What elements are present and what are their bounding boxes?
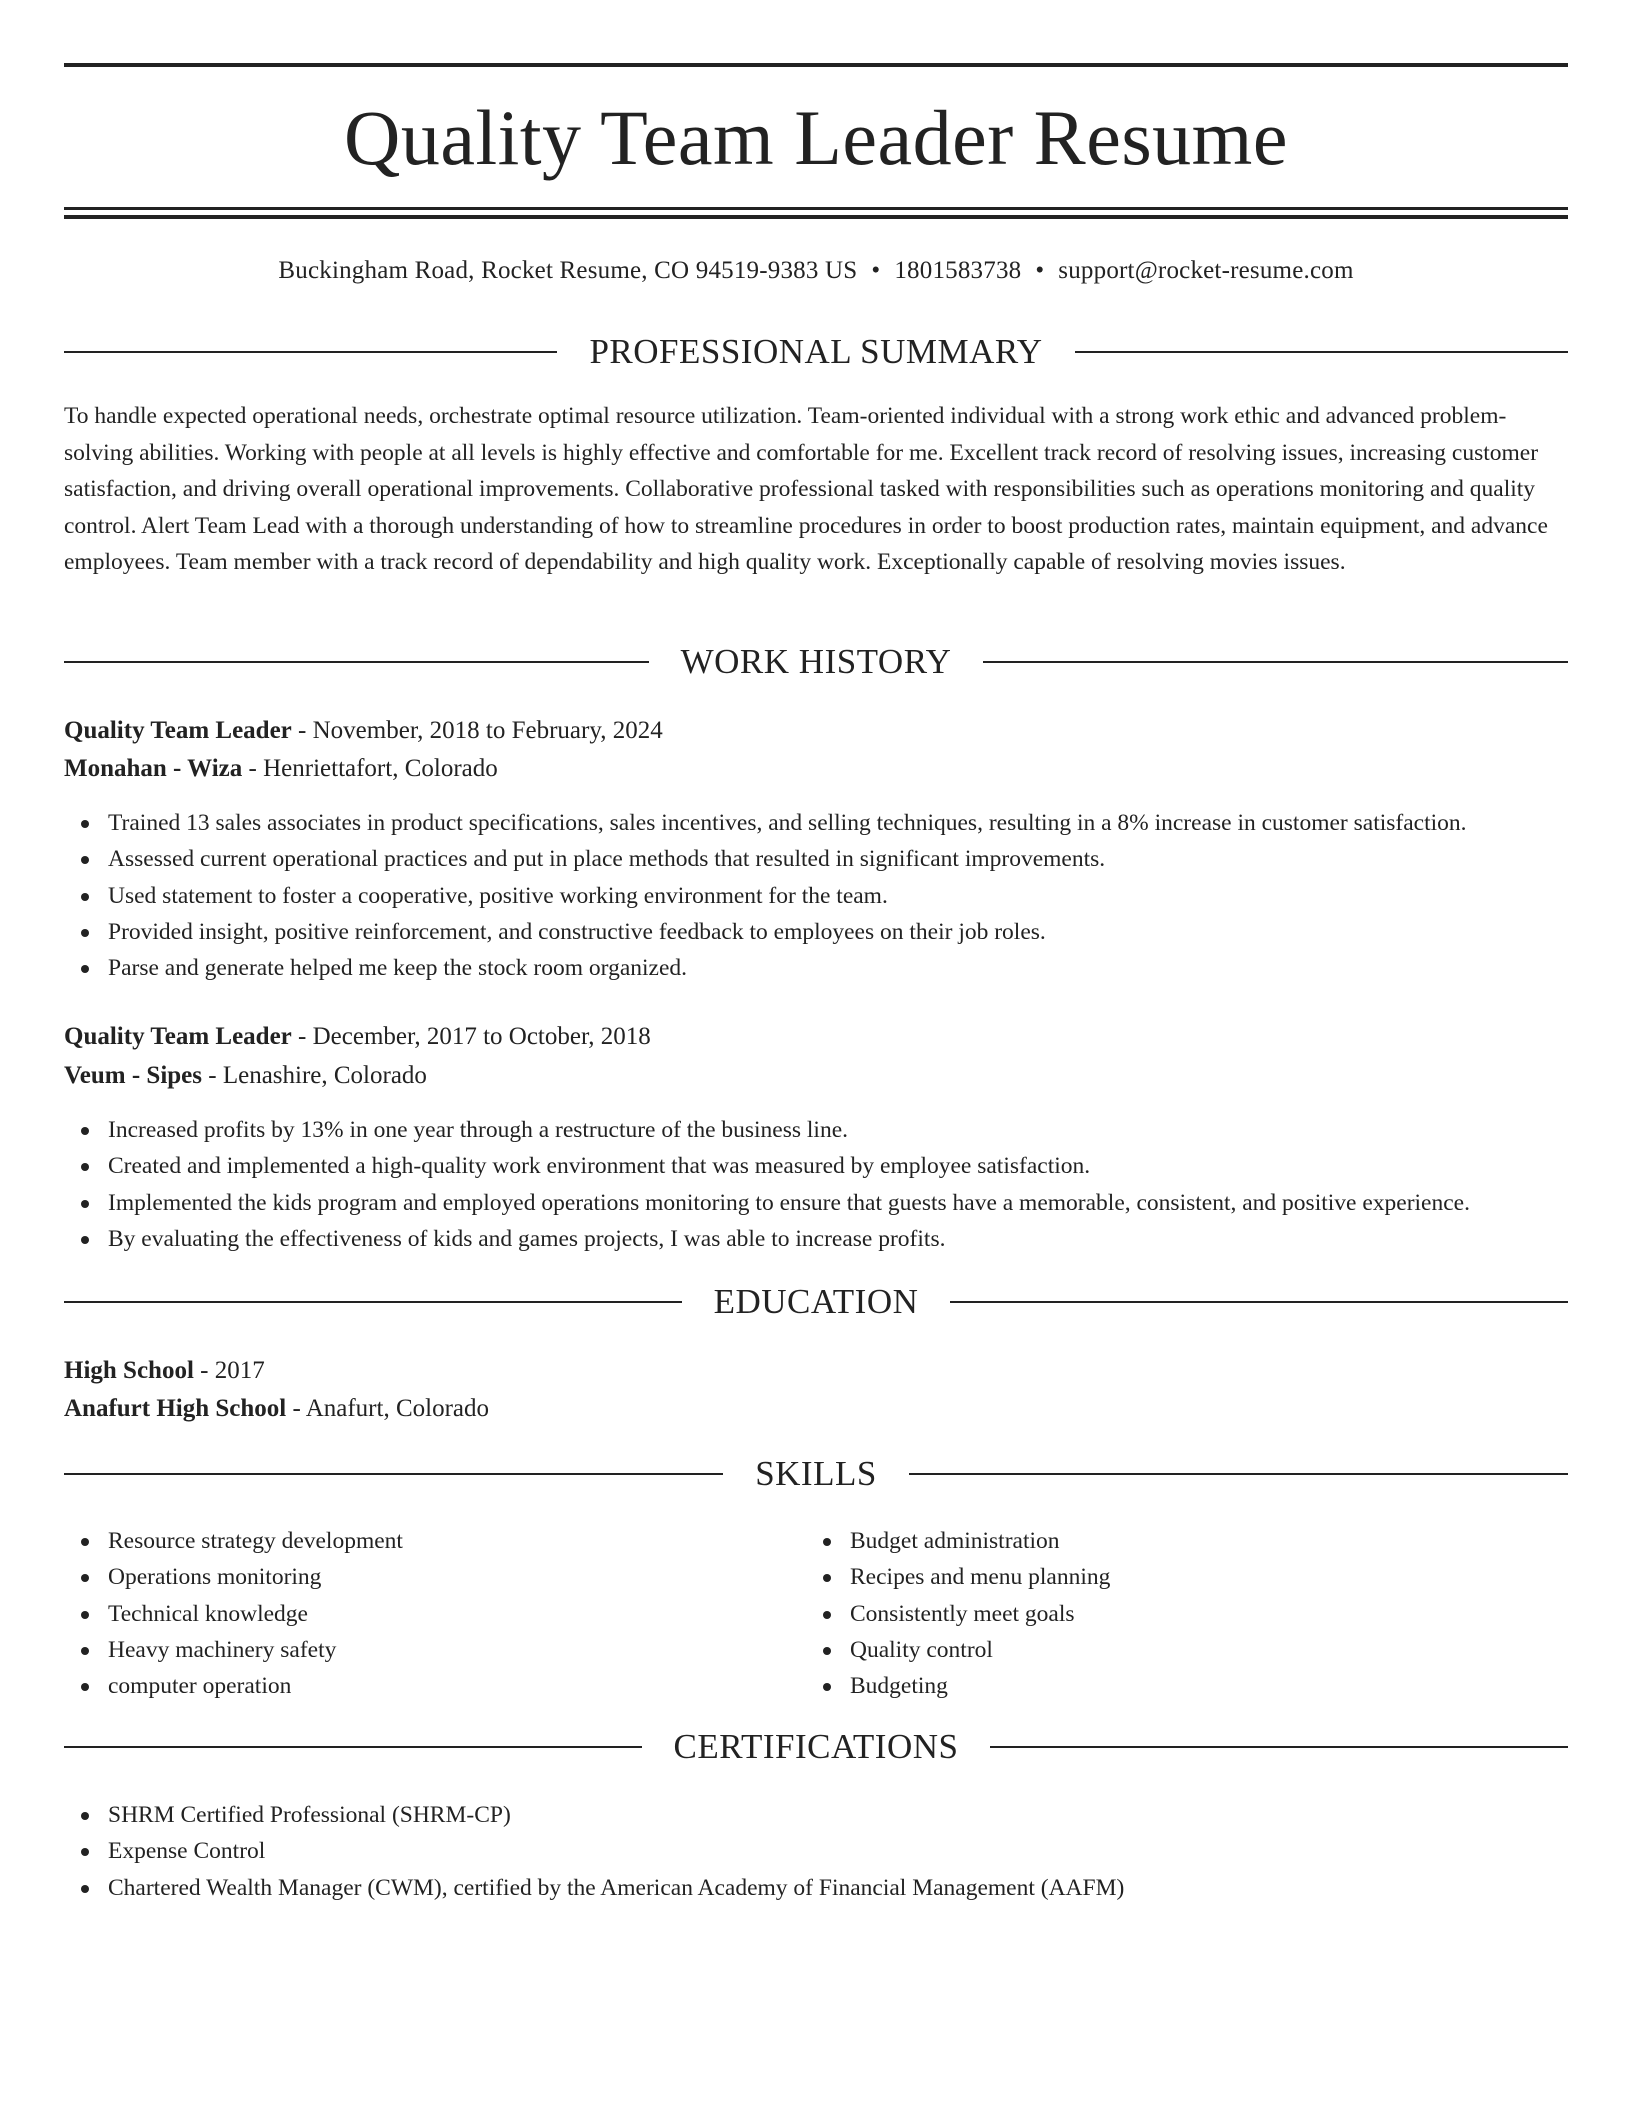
job-2-bullets (64, 1112, 1568, 1257)
job-1-company-line (64, 750, 1568, 788)
job-1-title-line (64, 712, 1568, 750)
skill-item: Resource strategy development (64, 1523, 1568, 1559)
certifications-list (64, 1797, 1568, 1906)
job-2-company-line (64, 1057, 1568, 1095)
section-title: SKILLS (755, 1454, 877, 1493)
divider-line (990, 1746, 1568, 1748)
job-company: Monahan - Wiza (64, 755, 243, 782)
section-summary-heading (64, 332, 1568, 372)
contact-address: Buckingham Road, Rocket Resume, CO 94519-9383 US (278, 257, 858, 284)
skill-item: Quality control (806, 1632, 1632, 1668)
skill-item: Budgeting (806, 1668, 1632, 1704)
list-item: Provided insight, positive reinforcement, and constructive feedback to employees on their job roles. (64, 914, 1568, 950)
section-certifications-heading (64, 1727, 1568, 1767)
job-role: Quality Team Leader (64, 717, 292, 744)
list-item: Used statement to foster a cooperative, positive working environment for the team. (64, 878, 1568, 914)
section-title: WORK HISTORY (680, 642, 952, 681)
education-degree-line (64, 1352, 1568, 1390)
job-dates: - November, 2018 to February, 2024 (291, 717, 663, 744)
section-title: PROFESSIONAL SUMMARY (589, 332, 1043, 371)
certification-item: SHRM Certified Professional (SHRM-CP) (64, 1797, 1568, 1833)
job-1-bullets (64, 805, 1568, 986)
job-dates: - December, 2017 to October, 2018 (291, 1023, 651, 1050)
list-item: Increased profits by 13% in one year through a restructure of the business line. (64, 1112, 1568, 1148)
contact-line (64, 254, 1568, 288)
divider-line (64, 351, 557, 353)
skill-item: Consistently meet goals (806, 1596, 1632, 1632)
education-degree: High School (64, 1357, 194, 1384)
divider-line (64, 1746, 642, 1748)
list-item: Implemented the kids program and employed operations monitoring to ensure that guests have a memorable, consistent, and positive experience. (64, 1185, 1568, 1221)
divider-line (64, 661, 649, 663)
top-rule (64, 63, 1568, 67)
education-school: Anafurt High School (64, 1395, 287, 1422)
contact-separator: • (871, 257, 881, 284)
skill-item: Budget administration (806, 1523, 1632, 1559)
contact-phone: 1801583738 (894, 257, 1022, 284)
divider-line (64, 1473, 723, 1475)
list-item: Parse and generate helped me keep the stock room organized. (64, 950, 1568, 986)
job-location: - Henriettafort, Colorado (242, 755, 498, 782)
divider-line (909, 1473, 1568, 1475)
section-work-heading (64, 642, 1568, 682)
education-location: - Anafurt, Colorado (286, 1395, 489, 1422)
job-location: - Lenashire, Colorado (202, 1062, 427, 1089)
list-item: By evaluating the effectiveness of kids and games projects, I was able to increase profits. (64, 1221, 1568, 1257)
section-education-heading (64, 1282, 1568, 1322)
certification-item: Chartered Wealth Manager (CWM), certified by the American Academy of Financial Management (AAFM) (64, 1870, 1568, 1906)
divider-line (1075, 351, 1568, 353)
list-item: Assessed current operational practices and put in place methods that resulted in significant improvements. (64, 841, 1568, 877)
job-role: Quality Team Leader (64, 1023, 292, 1050)
skill-item: computer operation (64, 1668, 1568, 1704)
title-rule-upper (64, 207, 1568, 210)
skill-item: Heavy machinery safety (64, 1632, 1568, 1668)
summary-text: To handle expected operational needs, orchestrate optimal resource utilization. Team-oriented individual with a strong work ethic and advanced problem-solving abilities. Working with people at all levels is highly effective and comfortable for me. Excellent track record of resolving issues, increasing customer satisfaction, and driving overall operational improvements. Collaborative professional tasked with responsibilities such as operations monitoring and quality control. Alert Team Lead with a thorough understanding of how to streamline procedures in order to boost production rates, maintain equipment, and advance employees. Team member with a track record of dependability and high quality work. Exceptionally capable of resolving movies issues. (64, 403, 1548, 575)
title-rule-lower (64, 215, 1568, 219)
section-title: CERTIFICATIONS (673, 1727, 959, 1766)
skill-item: Operations monitoring (64, 1559, 1568, 1595)
section-title: EDUCATION (713, 1282, 919, 1321)
skills-right-list (806, 1523, 1632, 1704)
contact-separator: • (1035, 257, 1045, 284)
education-school-line (64, 1390, 1568, 1428)
section-skills-heading (64, 1454, 1568, 1494)
divider-line (950, 1301, 1568, 1303)
job-2-title-line (64, 1018, 1568, 1056)
resume-title: Quality Team Leader Resume (344, 94, 1288, 181)
education-year: - 2017 (193, 1357, 265, 1384)
skill-item: Recipes and menu planning (806, 1559, 1632, 1595)
job-company: Veum - Sipes (64, 1062, 202, 1089)
divider-line (983, 661, 1568, 663)
contact-email: support@rocket-resume.com (1058, 257, 1354, 284)
divider-line (64, 1301, 682, 1303)
list-item: Created and implemented a high-quality work environment that was measured by employee satisfaction. (64, 1148, 1568, 1184)
list-item: Trained 13 sales associates in product specifications, sales incentives, and selling techniques, resulting in a 8% increase in customer satisfaction. (64, 805, 1568, 841)
skill-item: Technical knowledge (64, 1596, 1568, 1632)
certification-item: Expense Control (64, 1833, 1568, 1869)
